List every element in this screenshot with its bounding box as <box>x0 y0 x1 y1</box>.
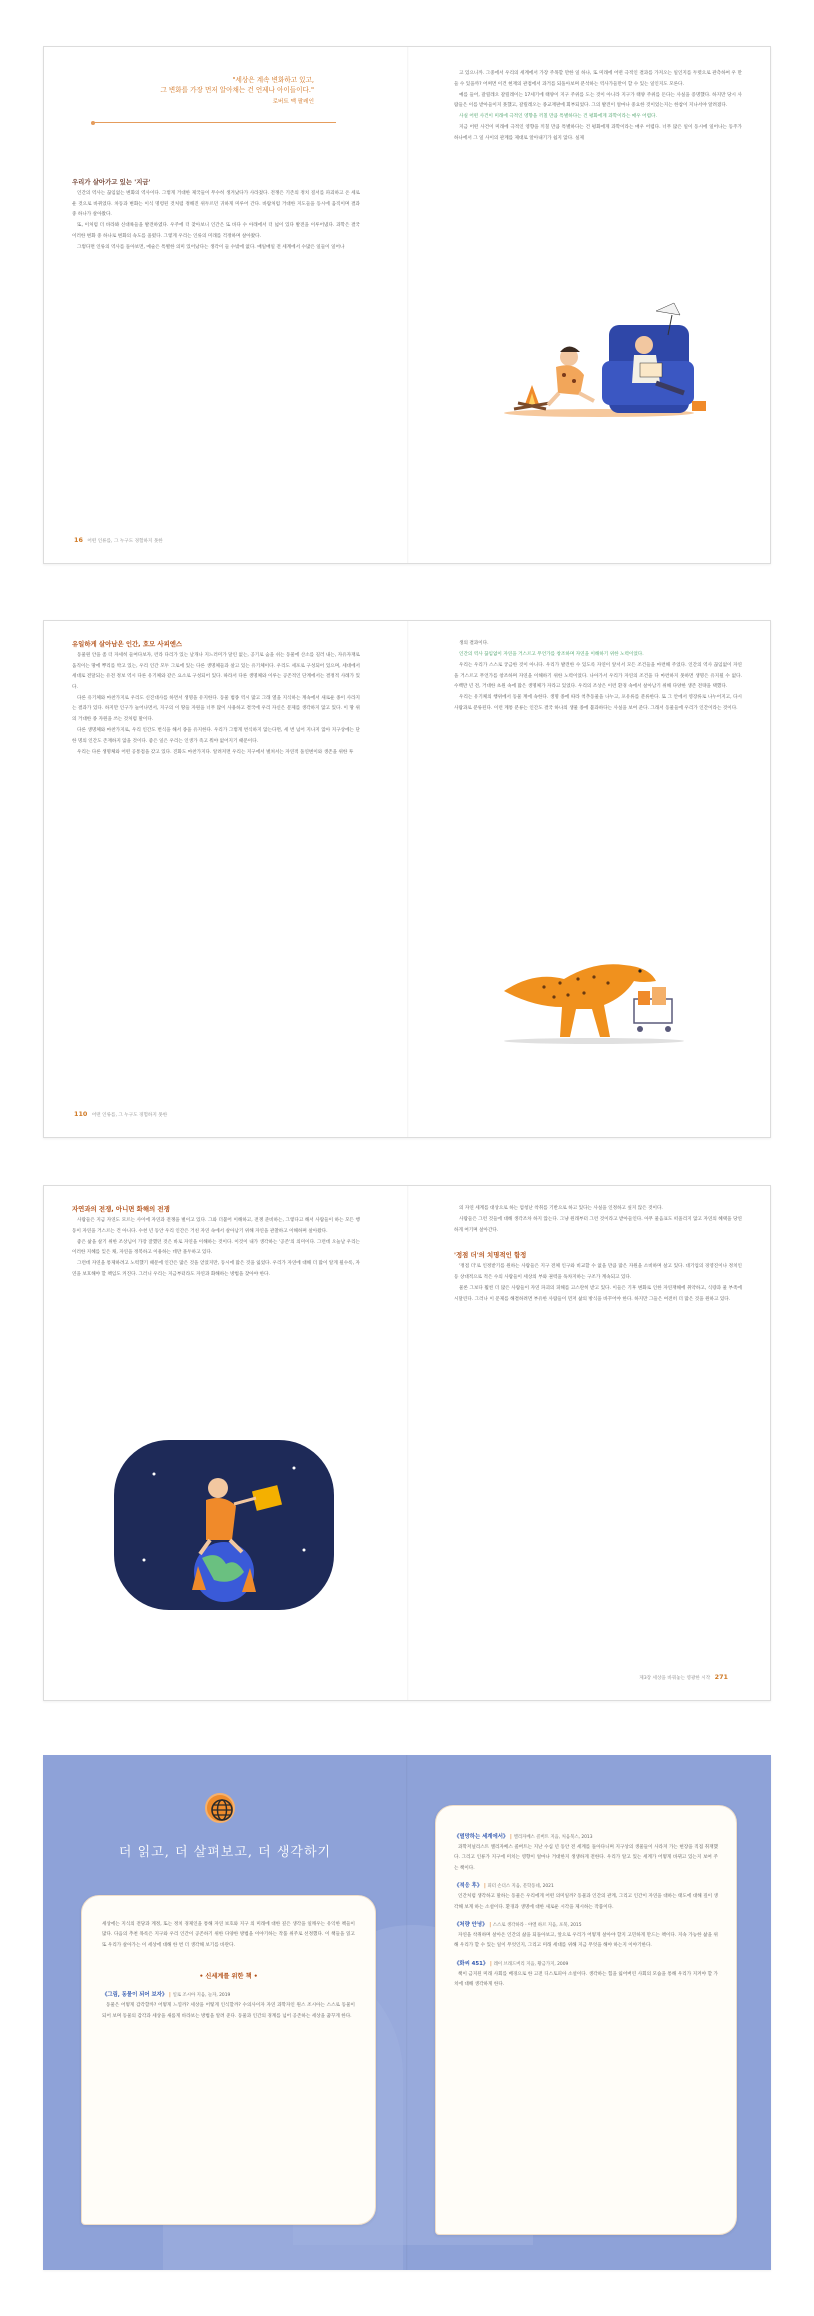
paragraph: 그런데 자연을 통제하려고 노력했기 때문에 인간은 많은 것을 얻었지만, 동시에 많은 것을 잃었다. 우리가 자연에 대해 더 많이 알게 될수록, 자연을 보호해야 할 책임도 커진다. 그러니 우리는 지금부터라도 자연과 화해하는 방법을 찾아야 한다. <box>72 1261 360 1277</box>
paragraph: 물론 그보다 훨씬 더 많은 사람들이 자연 파괴의 피해를 고스란히 받고 있다. 이들은 기후 변화로 인한 자연재해에 취약하고, 식량과 물 부족에 시달린다. 그러나 이 문제를 해결하려면 부유한 사람들이 먼저 삶의 방식을 바꾸어야 한다. 하지만 그들은 여전히 더 많은 것을 원하고 있다. <box>454 1285 742 1302</box>
book-meta: 피터 손더스 지음, 문학동네, 2021 <box>487 1884 554 1890</box>
section-heading: 유일하게 살아남은 인간, 호모 사피엔스 <box>72 640 183 648</box>
paragraph: '정점 더'로 인정받기를 원하는 사람들은 지구 전체 인구와 비교할 수 없을 만큼 많은 자원을 소비하며 살고 있다. 대기업의 경영진이나 정치인 등 상대적으로 적은 수의 사람들이 세상의 부와 권력을 독차지하는 구조가 계속되고 있다. <box>454 1264 742 1280</box>
paragraph: 우리는 우리가 스스로 궁금한 것이 아니다. 우리가 발견한 수 있도록 자연이 앞서서 모든 조건들을 마련해 주었다. 인간의 역사 끊임없이 자연을 거스르고 무언가를 창조하며 자연을 이해하기 위한 노력이었다. 나아가서 우리가 자연의 조건을 다 마련하지 못하면 생명은 유지될 수 없다. 수백만 년 전, 거대한 초원 속에 많은 생명체가 자라고 있었다. 우리의 조상은 이런 환경 속에서 살아남기 위해 다양한 생존 전략을 택했다. <box>454 663 742 690</box>
page-footer-left <box>74 536 163 544</box>
right-page-text <box>454 69 742 145</box>
quote-line-2: 그 변화를 가장 먼저 알아채는 건 언제나 아이들이다." <box>160 86 314 94</box>
book-meta: 일로 조시아 지음, 놀자, 2019 <box>172 1993 231 1999</box>
book-description: 인간처럼 생각하고 말하는 동물은 우리에게 어떤 의미일까? 동물과 인간의 관계, 그리고 인간이 자연을 대하는 태도에 대해 깊이 생각해 보게 하는 소설이다. 환경과 생명에 대한 새로운 시각을 제시하는 작품이다. <box>454 1894 718 1910</box>
quote-divider <box>94 122 336 123</box>
paragraph: 사람들은 지금 자연도 모르는 사이에 자연과 전쟁을 벌이고 있다. 그와 더불어 이해하고, 전쟁 준비하는, 그렇다고 해서 사람들이 하는 모든 행동이 자연을 거스르는 건 아니다. 수천 년 동안 우리 인간은 거친 자연 속에서 살아남기 위해 자연을 관찰하고 이해하며 살아왔다. <box>72 1218 360 1234</box>
book-meta: 엘리자베스 콜버트 지음, 처음북스, 2013 <box>513 1835 593 1840</box>
caveman-reading-illustration <box>484 297 714 422</box>
reading-list-spread <box>43 1755 771 2270</box>
left-page-text <box>72 177 360 254</box>
paragraph: 사람들은 그런 것들에 대해 생각조차 하지 않는다. 그냥 원래부터 그런 것이라고 받아들인다. 아무 물음표도 떠올리지 않고 자연의 혜택을 당연하게 여기며 살아간다. <box>454 1217 742 1233</box>
book-spread-1 <box>43 46 771 564</box>
book-title: 《그림, 동물이 되어 보자》 <box>102 1992 168 1999</box>
quote-author: 로버트 맥 팔레인 <box>272 99 314 105</box>
paragraph: 예를 들어, 갈릴레오 갈릴레이는 17세기에 태양이 지구 주위를 도는 것이 아니라 지구가 태양 주위를 돈다는 사실을 증명했다. 하지만 당시 사람들은 이를 받아들이지 못했고, 갈릴레오는 종교재판에 회부되었다. 그의 발견이 얼마나 중요한 것이었는지는 한참이 지나서야 알려졌다. <box>454 92 742 109</box>
paragraph: 고 있으니까. 그중에서 우리의 세계에서 가장 주목할 만한 일 하나, 또 미래에 어떤 극적인 결과를 가져오는 일인지를 두렷으로 관측하여 우 만들 수 있을까? 어쩌면 이건 현재의 관점에서 과거를 되돌아보며 분석하는 역사가들만이 할 수 있는 일인지도 모른다. <box>454 71 742 87</box>
paragraph: 또, 이처럼 더 바라봐 신대륙들을 발견하였다. 우주에 더 찾아보니 인간은 또 바다 수 아래에서 더 넓이 있다 발전을 이루어냈다. 과학은 결국 이러한 변화 중 하나로 변화의 속도를 올렸다. 그렇게 우리는 인류의 미래를 걱정하며 살아왔다. <box>72 223 360 239</box>
page-footer-left <box>74 1110 167 1118</box>
book-title: 《화씨 451》 <box>454 1960 489 1967</box>
right-page-text <box>454 1204 742 1306</box>
left-page-text <box>72 1204 360 1281</box>
page-title: 더 읽고, 더 살펴보고, 더 생각하기 <box>118 1845 332 1860</box>
book-description: 과학저널리스트 엘리자베스 콜버트는 지난 수십 년 동안 전 세계를 돌아다니며 지구상의 생물들이 사라져 가는 현장을 직접 취재했다. 그리고 인류가 지구에 미치는 영향이 얼마나 거대한지 생생하게 전한다. 우리가 알고 있는 세계가 어떻게 바뀌고 있는지 보여 주는 책이다. <box>454 1845 718 1871</box>
paragraph: 생의 결과이다. <box>459 641 489 646</box>
paragraph: 좋은 삶을 살기 위한 조상님이 가장 잘했던 것은 바로 자연을 이해하는 것이다. 이것이 내가 생각하는 '공존'의 의미이다. 그런데 오늘날 우리는 이러한 지혜를 잊은 채, 자연을 정복하고 이용하는 데만 몰두하고 있다. <box>72 1239 360 1256</box>
running-title: 어떤 인류를, 그 누구도 경험하지 못한 <box>91 1113 168 1118</box>
book-title: 《처량 안녕》 <box>454 1922 488 1929</box>
book-meta: 스스로 생각하라 · 야엘 하르 지음, 포북, 2015 <box>492 1923 582 1929</box>
book-entry: 《멸망하는 세계에서》 | 엘리자베스 콜버트 지음, 처음북스, 2013 과학저널리스트 엘리자베스 콜버트는 지난 수십 년 동안 전 세계를 돌아다니며 지구상의 생물들이 사라져 가는 현장을 직접 취재했다. 그리고 인류가 지구에 미치는 영향이 얼마나 거대한지 생생하게 전한다. 우리가 알고 있는 세계가 어떻게 바뀌고 있는지 보여 주는 책이다. <box>454 1832 718 1874</box>
book-title: 《멸망하는 세계에서》 <box>454 1834 509 1840</box>
epigraph-quote <box>94 75 314 107</box>
book-spread-2 <box>43 620 771 1138</box>
quote-line-1: "세상은 계속 변화하고 있고, <box>232 76 314 84</box>
book-entry: 《처량 안녕》 | 스스로 생각하라 · 야엘 하르 지음, 포북, 2015 자연을 착취하며 살아온 인간의 삶을 되돌아보고, 앞으로 우리가 어떻게 살아야 할지 고민하게 만드는 책이다. 지속 가능한 삶을 위해 우리가 할 수 있는 일이 무엇인지, 그리고 미래 세대를 위해 지금 무엇을 해야 하는지 이야기한다. <box>454 1920 718 1952</box>
book-description: 자연을 착취하며 살아온 인간의 삶을 되돌아보고, 앞으로 우리가 어떻게 살아야 할지 고민하게 만드는 책이다. 지속 가능한 삶을 위해 우리가 할 수 있는 일이 무엇인지, 그리고 미래 세대를 위해 지금 무엇을 해야 하는지 이야기한다. <box>454 1933 718 1949</box>
paragraph: 동물원 안을 좀 더 자세히 들여다보자, 런라 다리가 있는 날개나 지느러미가 달린 없는, 공기로 숨을 쉬는 동물에 산소를 길러 내는, 자유자재로 움직이는 땅에 뿌리를 박고 있는, 우리 인간 모두 그로에 있는 다른 생명체들과 살고 있는 유기체이다. 우리도 세포로 구성되어 있으며, 세대에서 세대로 전달되는 유전 정보 역시 다른 유기체와 같은 요소로 구성되어 있다. 따라서 다른 생명체와 이루는 공존적인 단계에서는 결정적 사례가 있다. <box>72 653 360 690</box>
person-on-burning-earth-illustration <box>114 1440 334 1610</box>
paragraph: 지금 어떤 사건이 미래에 극적인 영향을 끼칠 만큼 특별하다는 건 평화에게 과학이라는 매우 어렵다. 너무 많은 일이 동시에 일어나는 동주가 하나에서 그 일 사이의 관계를 제대로 알아내기가 쉽지 않다. 실제 <box>454 125 742 142</box>
paragraph: 그렇다면 인류의 역사를 돌아보면, 예술은 특별한 의미 있어났다는 생각이 들 수밖에 없다. 매일매일 전 세계에서 수많은 일들이 일어나 <box>77 244 345 250</box>
book-description: 책이 금지된 미래 사회를 배경으로 한 고전 디스토피아 소설이다. 생각하는 힘을 잃어버린 사회의 모습을 통해 우리가 지켜야 할 가치에 대해 생각하게 한다. <box>454 1971 718 1988</box>
section-heading: 자연과의 전쟁, 아니면 화해의 전쟁 <box>72 1205 170 1213</box>
book-spread-3 <box>43 1185 771 1701</box>
section-title: • 신세계를 위한 책 • <box>199 1973 258 1981</box>
paragraph: 다른 유기체와 마찬가지로 우리도 신진대사를 하면서 생명을 유지한다. 동물 범종 역시 많고 그래 열을 지식하는 계속에서 새로운 종이 사라지는 결과가 있다. 하지만 인구가 늘어나면서, 지구의 이 땅들 자원을 너무 많이 사용하고 결국에 우리 자신은 문제를 생각하지 않고 있다. 이 땅 위의 거대한 종 자원을 쓰는 것처럼 말이다. <box>72 695 360 723</box>
paragraph: 우리는 다른 생명체와 어떤 공통점을 갖고 있다. 진화도 마찬가지다. 알려져면 우리는 지구에서 벌쳐서는 자연적 돌연변이와 생존을 위한 투 <box>77 749 354 755</box>
book-entry: 《화씨 451》 | 레이 브래드버리 지음, 황금가지, 2009 책이 금지된 미래 사회를 배경으로 한 고전 디스토피아 소설이다. 생각하는 힘을 잃어버린 사회의 모습을 통해 우리가 지켜야 할 가치에 대해 생각하게 한다. <box>454 1959 718 1991</box>
page-number: 16 <box>74 536 83 544</box>
book-entry: 《그림, 동물이 되어 보자》 | 일로 조시아 지음, 놀자, 2019 동물은 어떻게 감각할까? 어떻게 느낄까? 세상을 어떻게 인식할까? 수의사이자 자연 과학자인 원스 조시아는 스스로 동물이 되어 보며 동물의 감각과 세상을 새롭게 바라보는 방법을 알려 준다. 동물과 인간의 경계를 넘어 공존하는 세상을 꿈꾸게 한다. <box>102 1990 355 2022</box>
intro-paragraph: 세상에는 지식의 전당과 계정, 또는 정치 경제인을 통해 자연 보호와 지구 의 미래에 대한 깊은 생각을 일깨우는 유익한 책들이 많다. 다음의 추천 목록은 지구와 우리 인간이 공존하기 위한 다양한 방법을 이야기하는 작품 위주로 선정했다. 이 책들을 읽고 또 우리가 살아가는 이 세상에 대해 한 번 더 생각해 보기를 바란다. <box>102 1922 355 1948</box>
left-page-text <box>72 639 360 759</box>
page-number: 110 <box>74 1110 88 1118</box>
section-heading: 우리가 살아가고 있는 '지금' <box>72 178 151 186</box>
paragraph: 인간의 역사는 끊임없는 변화의 역사이다. 그렇게 거대한 제국들이 무수히 생겨났다가 사라졌다. 전쟁은 기존의 정치 질서를 파괴하고 온 세로운 것으로 바뀌었다. 차동과 변화는 이식 명령된 것처럼 정해진 위두르던 귀하게 미루어 간다. 바람처럼 거대한 지도들을 동시에 움직이며 결과 중 하나가 살아왔다. <box>72 191 360 218</box>
book-title: 《적응 후》 <box>454 1883 483 1890</box>
book-meta: 레이 브래드버리 지음, 황금가지, 2009 <box>493 1961 569 1967</box>
page-number: 271 <box>714 1673 728 1681</box>
paragraph: 다른 생명체와 마찬가지로, 우리 인간도 번식을 해서 종을 유지한다. 우리가 그렇게 번식하지 않는다면, 세 번 넘어 지나지 않아 지구상에는 단 한 명의 인간도 존재하지 않을 것이다. 좋은 일은 우리는 인생가 즉고 뭐야 없어지기 때문이다. <box>72 728 360 744</box>
book-list-card <box>435 1805 737 2235</box>
right-page-text <box>454 639 742 715</box>
highlighted-paragraph: 인간의 역사 끊임없이 자연을 거스르고 무언가를 창조하며 자연을 이해하기 위한 노력이었다. <box>459 652 644 658</box>
page-footer-right <box>639 1673 728 1681</box>
section-heading: '정점 더'의 치명적인 함정 <box>454 1251 527 1260</box>
running-title: 어떤 인류를, 그 누구도 경험하지 못한 <box>87 539 163 544</box>
globe-icon <box>205 1793 235 1823</box>
book-entry: 《적응 후》 | 피터 손더스 지음, 문학동네, 2021 인간처럼 생각하고 말하는 동물은 우리에게 어떤 의미일까? 동물과 인간의 관계, 그리고 인간이 자연을 대하는 태도에 대해 깊이 생각해 보게 하는 소설이다. 환경과 생명에 대한 새로운 시각을 제시하는 작품이다. <box>454 1881 718 1913</box>
dinosaur-shopping-cart-illustration <box>484 921 704 1051</box>
highlighted-paragraph: 사실 어떤 사건이 미래에 극적인 영향을 끼칠 만큼 특별하다는 건 평화에게 과학이라는 매우 어렵다. <box>459 114 657 120</box>
intro-card <box>81 1895 376 2225</box>
book-description: 동물은 어떻게 감각할까? 어떻게 느낄까? 세상을 어떻게 인식할까? 수의사이자 자연 과학자인 원스 조시아는 스스로 동물이 되어 보며 동물의 감각과 세상을 새롭게 바라보는 방법을 알려 준다. 동물과 인간의 경계를 넘어 공존하는 세상을 꿈꾸게 한다. <box>102 2003 355 2019</box>
paragraph: 의 자연 세계를 대상으로 하는 엄청난 착취를 기반으로 하고 있다는 사실을 인정하고 싶지 않은 것이다. <box>459 1206 663 1211</box>
running-title: 제3장 세상을 바꿔놓는 영광한 시작 <box>639 1676 711 1681</box>
paragraph: 우리는 유기체의 행위에서 동물 계에 속한다. 생명 종에 따라 척추동물을 나누고, 포유류를 분류한다. 또 그 안에서 영장류로 나누어지고, 다시 사람과로 분류된다. 이런 계통 분류는 인간도 결국 하나의 생물 종에 불과하다는 사실을 보여 준다. 그래서 동물들에 우리가 인간이라는 것이다. <box>454 695 742 712</box>
